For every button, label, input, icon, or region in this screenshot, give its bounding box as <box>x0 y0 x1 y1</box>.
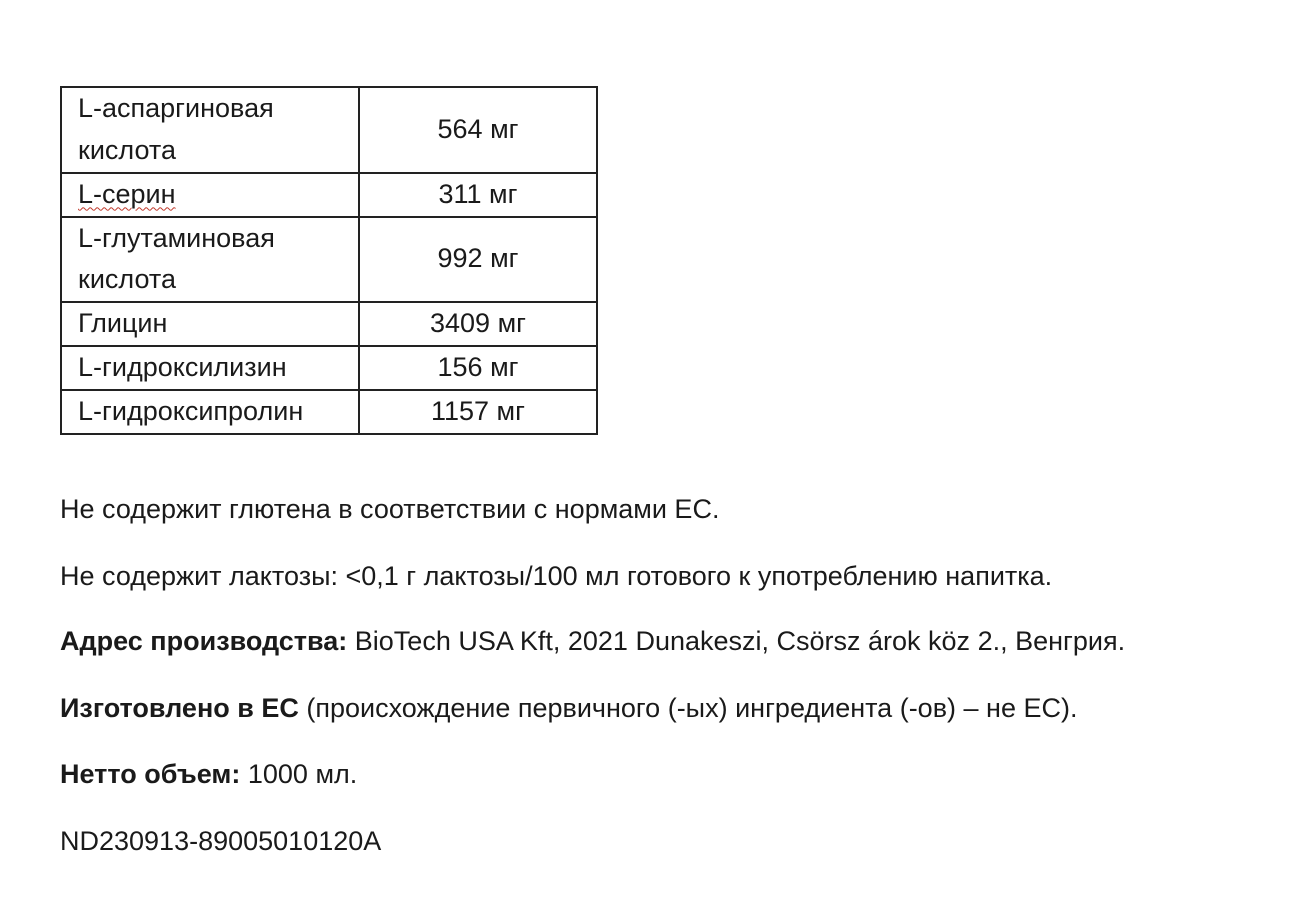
net-volume-label: Нетто объем: <box>60 759 241 789</box>
net-volume <box>60 759 357 790</box>
production-address-label: Адрес производства: <box>60 626 348 656</box>
lactose-statement: Не содержит лактозы: <0,1 г лактозы/100 мл готового к употреблению напитка. <box>60 561 1053 591</box>
document-page <box>60 86 1260 856</box>
net-volume-value: 1000 мл. <box>240 759 358 789</box>
amino-acid-amount: 992 мг <box>359 217 597 303</box>
name-line: L-гидроксипролин <box>78 395 304 426</box>
table-row <box>61 217 597 303</box>
name-line: Глицин <box>78 308 168 339</box>
amino-acid-name <box>61 87 359 173</box>
name-line: L-аспаргиновая <box>78 93 274 123</box>
name-line: L-гидроксилизин <box>78 352 287 383</box>
table-row <box>61 87 597 173</box>
made-in-eu <box>60 693 1078 724</box>
amino-acid-name <box>61 302 359 346</box>
name-line: кислота <box>78 134 176 165</box>
table-row <box>61 346 597 390</box>
product-code: ND230913-89005010120A <box>60 826 382 856</box>
name-line: кислота <box>78 264 176 295</box>
amino-acid-name <box>61 390 359 434</box>
production-address <box>60 626 1125 657</box>
made-in-eu-value: (происхождение первичного (-ых) ингредиента (-ов) – не ЕС). <box>298 693 1078 723</box>
made-in-eu-label: Изготовлено в ЕС <box>60 693 299 723</box>
amino-acid-amount: 311 мг <box>359 173 597 217</box>
name-line: L-глутаминовая <box>78 222 275 253</box>
amino-acid-name <box>61 217 359 303</box>
gluten-statement: Не содержит глютена в соответствии с нормами ЕС. <box>60 494 720 524</box>
production-address-value: BioTech USA Kft, 2021 Dunakeszi, Csörsz árok köz 2., Венгрия. <box>347 626 1126 656</box>
amino-acid-amount: 3409 мг <box>359 302 597 346</box>
table-row <box>61 390 597 434</box>
amino-acid-amount: 564 мг <box>359 87 597 173</box>
table-row <box>61 173 597 217</box>
amino-acid-amount: 156 мг <box>359 346 597 390</box>
amino-acid-table <box>60 86 598 435</box>
amino-acid-name <box>61 346 359 390</box>
table-row <box>61 302 597 346</box>
amino-acid-name <box>61 173 359 217</box>
name-line: L-серин <box>78 178 176 209</box>
amino-acid-amount: 1157 мг <box>359 390 597 434</box>
